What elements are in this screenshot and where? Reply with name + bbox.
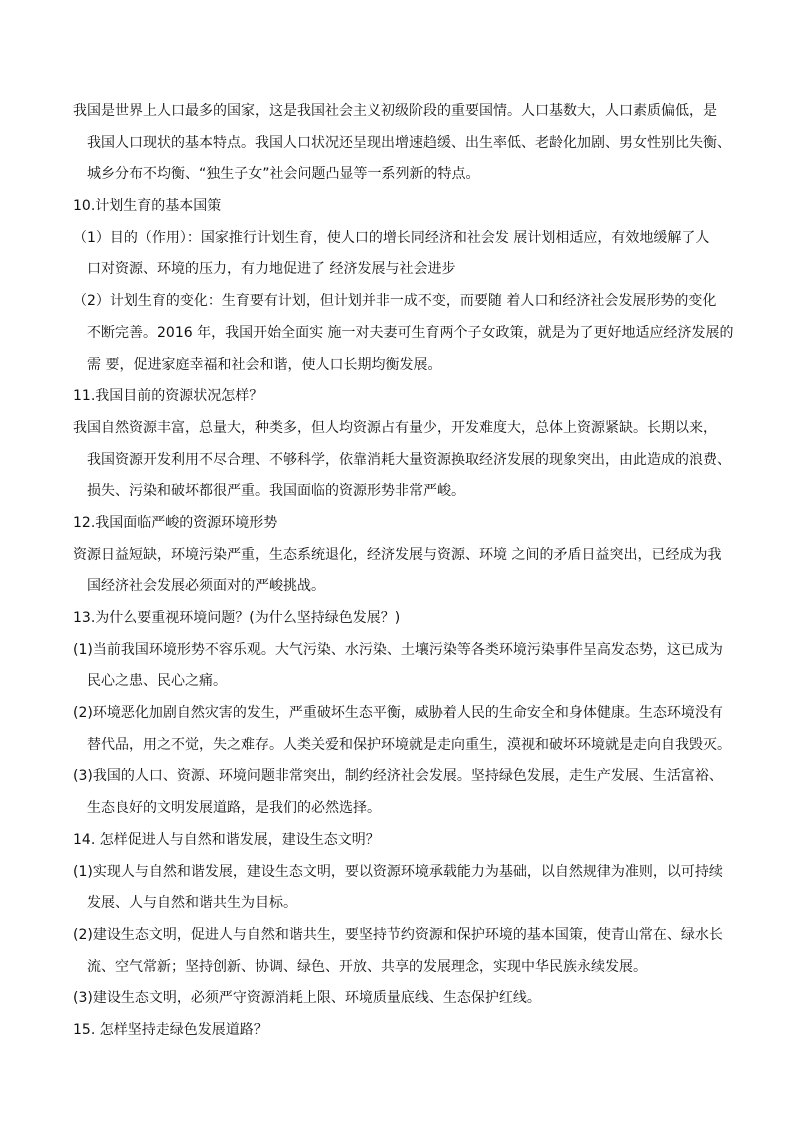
paragraph-line: (3)我国的人口、资源、环境问题非常突出，制约经济社会发展。坚持绿色发展，走生产发展、生活富裕、: [73, 768, 723, 785]
section-heading: 14. 怎样促进人与自然和谐发展，建设生态文明？: [73, 831, 380, 848]
paragraph-line: 生态良好的文明发展道路，是我们的必然选择。: [87, 800, 381, 817]
paragraph-line: 替代品，用之不觉，失之难存。人类关爱和保护环境就是走向重生，漠视和破坏环境就是走向自我毁灭。: [87, 736, 731, 753]
document-body: [73, 96, 741, 1047]
paragraph-line: 口对资源、环境的压力，有力地促进了 经济发展与社会进步: [87, 261, 456, 278]
paragraph-line: 发展、人与自然和谐共生为目标。: [87, 895, 297, 912]
paragraph-line: 需 要，促进家庭幸福和社会和谐，使人口长期均衡发展。: [87, 356, 442, 373]
paragraph-line: 我国是世界上人口最多的国家，这是我国社会主义初级阶段的重要国情。人口基数大，人口素质偏低，是: [73, 103, 717, 119]
paragraph-line: (1)当前我国环境形势不容乐观。大气污染、水污染、土壤污染等各类环境污染事件呈高发态势，这已成为: [73, 641, 723, 658]
paragraph-line: (2)建设生态文明，促进人与自然和谐共生，要坚持节约资源和保护环境的基本国策，使青山常在、绿水长: [73, 926, 723, 943]
paragraph-line: 流、空气常新；坚持创新、协调、绿色、开放、共享的发展理念，实现中华民族永续发展。: [87, 958, 647, 975]
paragraph-line: 我国资源开发利用不尽合理、不够科学，依靠消耗大量资源换取经济发展的现象突出，由此造成的浪费、: [87, 451, 731, 468]
section-heading: 11.我国目前的资源状况怎样？: [73, 388, 264, 405]
section-heading: 15. 怎样坚持走绿色发展道路？: [73, 1021, 268, 1038]
paragraph-line: 我国自然资源丰富，总量大，种类多，但人均资源占有量少，开发难度大，总体上资源紧缺。长期以来，: [73, 419, 717, 436]
section-heading: 12.我国面临严峻的资源环境形势: [73, 514, 278, 531]
paragraph-line: (2)环境恶化加剧自然灾害的发生，严重破坏生态平衡，威胁着人民的生命安全和身体健康。生态环境没有: [73, 705, 723, 722]
paragraph-line: (1)实现人与自然和谐发展，建设生态文明，要以资源环境承载能力为基础，以自然规律为准则，以可持续: [73, 863, 723, 880]
paragraph-line: 我国人口现状的基本特点。我国人口状况还呈现出增速趋缓、出生率低、老龄化加剧、男女性别比失衡、: [87, 134, 731, 151]
paragraph-line: 城乡分布不均衡、“独生子女”社会问题凸显等一系列新的特点。: [87, 166, 480, 183]
paragraph-line: (3)建设生态文明，必须严守资源消耗上限、环境质量底线、生态保护红线。: [73, 990, 541, 1007]
paragraph-line: 民心之患、民心之痛。: [87, 673, 227, 690]
paragraph-line: （2）计划生育的变化：生育要有计划，但计划并非一成不变，而要随 着人口和经济社会发展形势的变化: [73, 293, 717, 310]
paragraph-line: 不断完善。2016 年，我国开始全面实 施一对夫妻可生育两个子女政策，就是为了更好地适应经济发展的: [87, 324, 734, 341]
paragraph-line: 损失、污染和破坏都很严重。我国面临的资源形势非常严峻。: [87, 483, 465, 500]
section-heading: 13.为什么要重视环境问题？(为什么坚持绿色发展？): [73, 610, 401, 626]
paragraph-line: 国经济社会发展必须面对的严峻挑战。: [87, 578, 325, 595]
paragraph-line: 资源日益短缺，环境污染严重，生态系统退化，经济发展与资源、环境 之间的矛盾日益突出，已经成为我: [73, 546, 722, 563]
paragraph-line: （1）目的（作用）：国家推行计划生育，使人口的增长同经济和社会发 展计划相适应，有效地缓解了人: [73, 229, 710, 246]
section-heading: 10.计划生育的基本国策: [73, 198, 222, 215]
